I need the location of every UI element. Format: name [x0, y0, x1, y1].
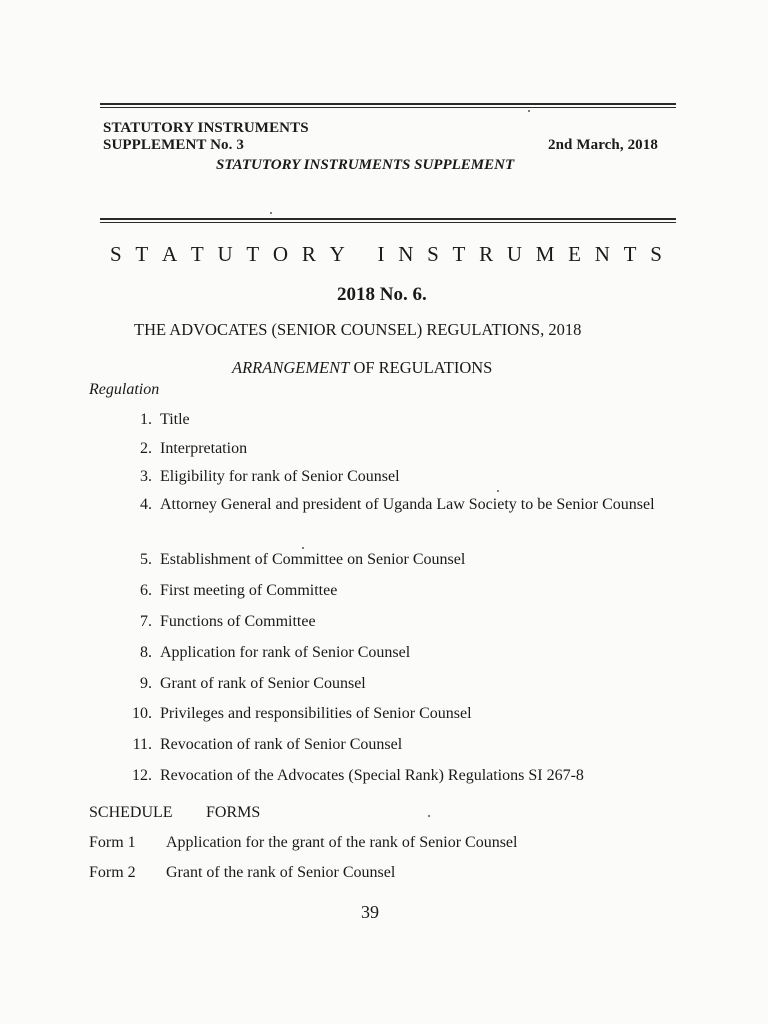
- title-letter: I: [377, 242, 385, 266]
- title-letter: T: [452, 242, 466, 266]
- page-number: 39: [361, 902, 379, 922]
- scan-speck: [428, 815, 430, 817]
- arrangement-title: [232, 358, 492, 378]
- title-letter: M: [535, 242, 555, 266]
- regulation-label: Regulation: [89, 381, 160, 398]
- title-letter: R: [479, 242, 494, 266]
- title-letter: E: [568, 242, 581, 266]
- scan-speck: [497, 490, 499, 492]
- title-letter: R: [301, 242, 316, 266]
- form-2-text: Grant of the rank of Senior Counsel: [166, 864, 396, 881]
- title-letter: N: [398, 242, 414, 266]
- title-letter: N: [594, 242, 610, 266]
- title-letter: Y: [329, 242, 345, 266]
- form-1-text: Application for the grant of the rank of Senior Counsel: [166, 834, 518, 851]
- scan-speck: [528, 110, 530, 112]
- title-letter: T: [135, 242, 149, 266]
- scan-speck: [302, 547, 304, 549]
- title-letter: T: [190, 242, 204, 266]
- title-letter: U: [506, 242, 523, 266]
- document-page: STATUTORY INSTRUMENTS SUPPLEMENT No. 3 2nd March, 2018 STATUTORY INSTRUMENTS SUPPLEMENT S T A T U T O R Y I N S T R U M E N T S 2018 No. 6. THE ADVOCATES (SENIOR COUNSEL) REGULATIONS, 2018 ARRANGEMENT OF REGULATIONS Regulation 1. Title 2. Interpretation 3. Eligibility for rank of Senior Counsel 4. Attorney General and president of Uganda Law Society to be Senior Counsel 5. Establishment of Committee on Senior Counsel 6. First meeting of Committee 7. Functions of Committee 8. Application for rank of Senior Counsel 9. Grant of rank of Senior Counsel 10. Privileges and responsibilities of Senior Counsel 11. Revocation of rank of Senior Counsel 12. Revocation of the Advocates (Special Rank) Regulations SI 267-8 SCHEDULE FORMS Form 1 Application for the grant of the rank of Senior Counsel Form 2 Grant of the rank of Senior Counsel 39: [0, 0, 768, 1024]
- header-date: 2nd March, 2018: [548, 137, 658, 153]
- title-letter: S: [110, 242, 122, 266]
- header-supplement: SUPPLEMENT No. 3: [103, 137, 244, 153]
- scan-speck: [270, 212, 272, 214]
- instrument-number: 2018 No. 6.: [337, 284, 427, 305]
- title-letter: S: [427, 242, 439, 266]
- arrangement-word: ARRANGEMENT: [232, 358, 350, 377]
- schedule-label: SCHEDULE: [89, 804, 173, 821]
- top-rule: [100, 103, 676, 108]
- title-letter: O: [272, 242, 289, 266]
- of-regulations-words: OF REGULATIONS: [349, 358, 493, 377]
- title-letter: T: [246, 242, 260, 266]
- form-2-name: Form 2: [89, 864, 136, 881]
- form-1-name: Form 1: [89, 834, 136, 851]
- title-letter: U: [217, 242, 233, 266]
- title-letter: [358, 242, 363, 267]
- forms-label: FORMS: [206, 804, 261, 821]
- title-letter: S: [650, 242, 662, 266]
- header-line-1: STATUTORY INSTRUMENTS: [103, 120, 309, 136]
- header-subtitle: STATUTORY INSTRUMENTS SUPPLEMENT: [216, 157, 515, 173]
- title-letter: A: [161, 242, 178, 266]
- middle-rule: [100, 218, 676, 223]
- spaced-title: [110, 242, 662, 267]
- regulations-title: THE ADVOCATES (SENIOR COUNSEL) REGULATIONS, 2018: [134, 320, 582, 339]
- title-letter: T: [623, 242, 637, 266]
